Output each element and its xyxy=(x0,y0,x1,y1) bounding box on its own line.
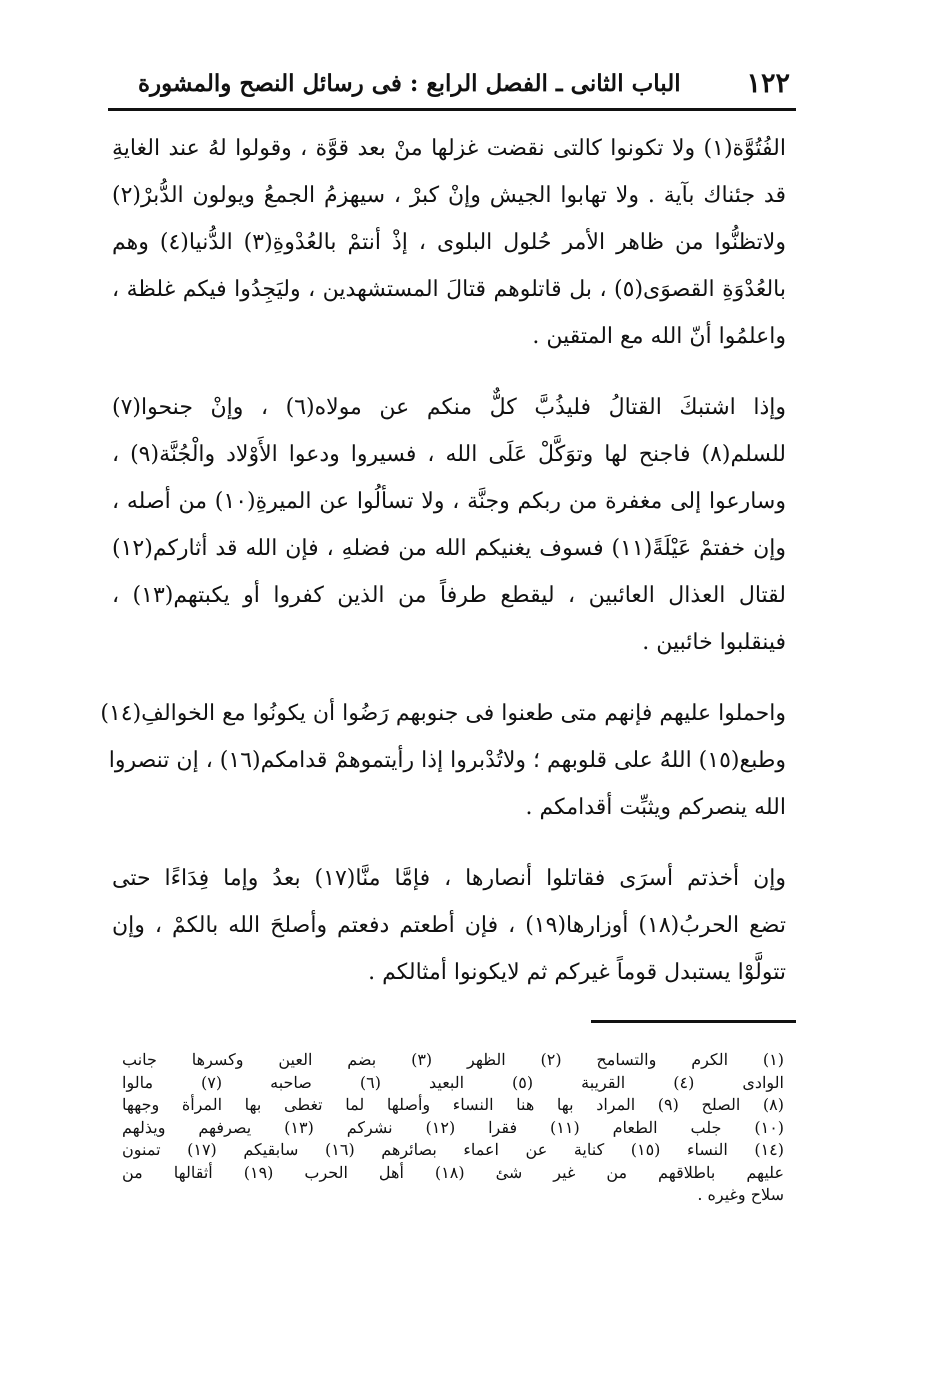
text-line: ولاتظنُّوا من ظاهر الأمر حُلول البلوى ، إذْ أنتمْ بالعُدْوةِ(٣) الدُّنيا(٤) وهم xyxy=(112,230,786,255)
text-line: وسارعوا إلى مغفرة من ربكم وجنَّة ، ولا تسألُوا عن الميرةِ(١٠) من أصله ، xyxy=(112,489,786,514)
paragraph-1 xyxy=(112,125,786,360)
footnote-line: (١٤) النساء (١٥) كناية عن اعماء بصائرهم (١٦) سابقيكم (١٧) تمنون xyxy=(122,1140,785,1159)
header-rule xyxy=(108,108,796,111)
text-line: وطبع(١٥) اللهُ على قلوبهم ؛ ولاتُدْبروا إذا رأيتموهمْ قدامكم(١٦) ، إن تنصروا xyxy=(108,748,786,773)
paragraph-4 xyxy=(112,855,786,996)
text-line: واحملوا عليهم فإنهم متى طعنوا فى جنوبهم رَضُوا أن يكونُوا مع الخوالفِ(١٤) xyxy=(100,701,786,726)
paragraph-3 xyxy=(100,690,786,831)
footnotes xyxy=(108,1049,796,1207)
text-line: وإذا اشتبكَ القتالُ فليذُبَّ كلٌّ منكم عن مولاه(٦) ، وإنْ جنحوا(٧) xyxy=(112,395,786,420)
text-line: تضع الحربُ(١٨) أوزارها(١٩) ، فإن أطعتم دفعتم وأصلحَ الله بالكمْ ، وإن xyxy=(112,913,786,938)
footnote-line: (١٠) جلب الطعام (١١) فقرا (١٢) نشركم (١٣) يصرفهم ويذلهم xyxy=(122,1117,785,1137)
text-line: فينقلبوا خائبين . xyxy=(642,630,786,655)
page-header xyxy=(108,60,796,104)
text-line: بالعُدْوَةِ القصوَى(٥) ، بل قاتلوهم قتالَ المستشهدين ، وليَجِدُوا فيكم غلظة ، xyxy=(112,277,786,302)
footnote-line: (١) الكرم والتسامح (٢) الظهر (٣) بضم العين وكسرها جانب xyxy=(122,1050,785,1069)
text-line: وإن خفتمْ عَيْلَةً(١١) فسوف يغنيكم الله من فضلهِ ، فإن الله قد أثاركم(١٢) xyxy=(112,536,786,561)
footnote-line: عليهم باطلاقهم من غير شئ (١٨) أهل الحرب (١٩) أثقالها من xyxy=(122,1162,785,1182)
footnote-rule xyxy=(591,1020,796,1023)
page-number: ١٢٢ xyxy=(746,68,790,99)
paragraph-2 xyxy=(112,384,786,666)
text-line: واعلمُوا أنّ الله مع المتقين . xyxy=(532,324,786,349)
text-line: وإن أخذتم أسرَى فقاتلوا أنصارها ، فإمَّا منَّا(١٧) بعدُ وإما فِدَاءًا حتى xyxy=(112,866,787,891)
text-line: الفُتُوَّة(١) ولا تكونوا كالتى نقضت غزلها منْ بعد قوَّة ، وقولوا لهُ عند الغايةِ xyxy=(112,136,786,161)
text-line: قد جئناك بآية . ولا تهابوا الجيش وإنْ كبرْ ، سيهزمُ الجمعُ ويولون الدُّبرْ(٢) xyxy=(112,183,786,208)
text-line: للسلم(٨) فاجنح لها وتوَكَّلْ عَلَى الله ، فسيروا ودعوا الأَوْلاد والْجُنَّة(٩) ، xyxy=(112,442,786,467)
text-line: الله ينصركم ويثبِّت أقدامكم . xyxy=(525,795,786,820)
footnote-line: الوادى (٤) القريبة (٥) البعيد (٦) صاحبه (٧) مالوا xyxy=(122,1072,784,1092)
text-line: تتولَّوْا يستبدل قوماً غيركم ثم لايكونوا أمثالكم . xyxy=(368,960,786,985)
running-head: الباب الثانى ـ الفصل الرابع : فى رسائل النصح والمشورة xyxy=(138,70,681,97)
footnote-line: سلاح وغيره . xyxy=(697,1185,784,1204)
footnote-line: (٨) الصلح (٩) المراد بها هنا النساء وأصلها لما تغطى بها المرأة وجهها xyxy=(122,1095,784,1114)
book-page xyxy=(100,60,796,1207)
main-text xyxy=(100,125,796,996)
text-line: لقتال العذال العائبين ، ليقطع طرفاً من الذين كفروا أو يكبتهم(١٣) ، xyxy=(112,583,787,608)
